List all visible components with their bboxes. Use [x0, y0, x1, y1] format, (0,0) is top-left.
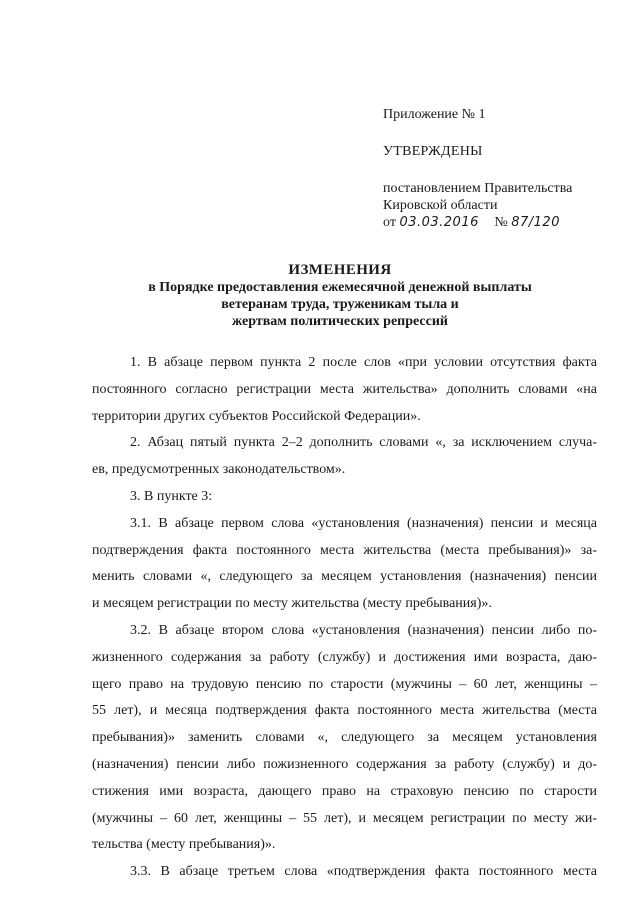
paragraph-2: [92, 430, 597, 484]
paragraph-3: [92, 484, 597, 511]
date-prefix: от: [383, 215, 396, 230]
paragraph-3-1-line: и месяцем регистрации по месту жительства (месту пребывания)».: [92, 596, 492, 612]
paragraph-3-2-line: 55 лет), и месяца подтверждения факта постоянного места жительства (места: [92, 703, 597, 719]
title-line-3: жертвам политических репрессий: [232, 314, 448, 329]
decree-line-2: Кировской области: [383, 198, 498, 213]
decree-line-1: постановлением Правительства: [383, 181, 573, 196]
paragraph-2-line: ев, предусмотренных законодательством».: [92, 462, 346, 478]
approval-stamp: [383, 106, 628, 231]
approved-label: УТВЕРЖДЕНЫ: [383, 144, 483, 159]
paragraph-3-3: [92, 859, 597, 886]
number-prefix: №: [494, 215, 508, 230]
paragraph-3-1: [92, 511, 597, 618]
paragraph-3-2-line: 3.2. В абзаце втором слова «установления (назначения) пенсии либо по-: [130, 622, 597, 638]
paragraph-3-2-line: жизненного содержания за работу (службу) и достижения ими возраста, даю-: [92, 649, 597, 665]
document-body: [92, 350, 597, 886]
paragraph-3-line: 3. В пункте 3:: [130, 488, 213, 504]
paragraph-3-1-line: 3.1. В абзаце первом слова «установления (назначения) пенсии и месяца: [130, 515, 597, 531]
paragraph-3-2-line: (мужчины – 60 лет, женщины – 55 лет), и месяцем регистрации по месту жи-: [92, 810, 597, 826]
paragraph-3-1-line: менить словами «, следующего за месяцем установления (назначения) пенсии: [92, 569, 597, 585]
paragraph-3-2-line: (назначения) пенсии либо пожизненного содержания за работу (службу) и до-: [92, 756, 597, 772]
paragraph-3-3-line: 3.3. В абзаце третьем слова «подтверждения факта постоянного места: [130, 864, 597, 880]
paragraph-1-line: территории других субъектов Российской Федерации».: [92, 408, 421, 424]
paragraph-3-2-line: тельства (месту пребывания)».: [92, 837, 276, 853]
paragraph-1-line: постоянного согласно регистрации места жительства» дополнить словами «на: [92, 381, 597, 397]
title-main: ИЗМЕНЕНИЯ: [288, 262, 392, 278]
annex-label: Приложение № 1: [383, 107, 486, 122]
paragraph-3-2-line: пребывания)» заменить словами «, следующего за месяцем установления: [92, 730, 597, 746]
paragraph-3-1-line: подтверждения факта постоянного места жительства (места пребывания)» за-: [92, 542, 597, 558]
paragraph-3-2-line: стижения ими возраста, дающего право на страховую пенсию по старости: [92, 783, 597, 799]
decree-number-handwritten: 87/120: [511, 215, 560, 230]
title-line-1: в Порядке предоставления ежемесячной денежной выплаты: [148, 280, 532, 295]
document-title: [90, 262, 590, 330]
title-line-2: ветеранам труда, труженикам тыла и: [221, 297, 459, 312]
decree-date-number: [383, 214, 628, 231]
paragraph-3-2-line: щего право на трудовую пенсию по старости (мужчины – 60 лет, женщины –: [92, 676, 597, 692]
paragraph-1: [92, 350, 597, 430]
paragraph-1-line: 1. В абзаце первом пункта 2 после слов «при условии отсутствия факта: [130, 355, 597, 370]
paragraph-3-2: [92, 618, 597, 859]
decree-date-handwritten: 03.03.2016: [399, 215, 479, 230]
paragraph-2-line: 2. Абзац пятый пункта 2–2 дополнить словами «, за исключением случа-: [130, 435, 597, 451]
